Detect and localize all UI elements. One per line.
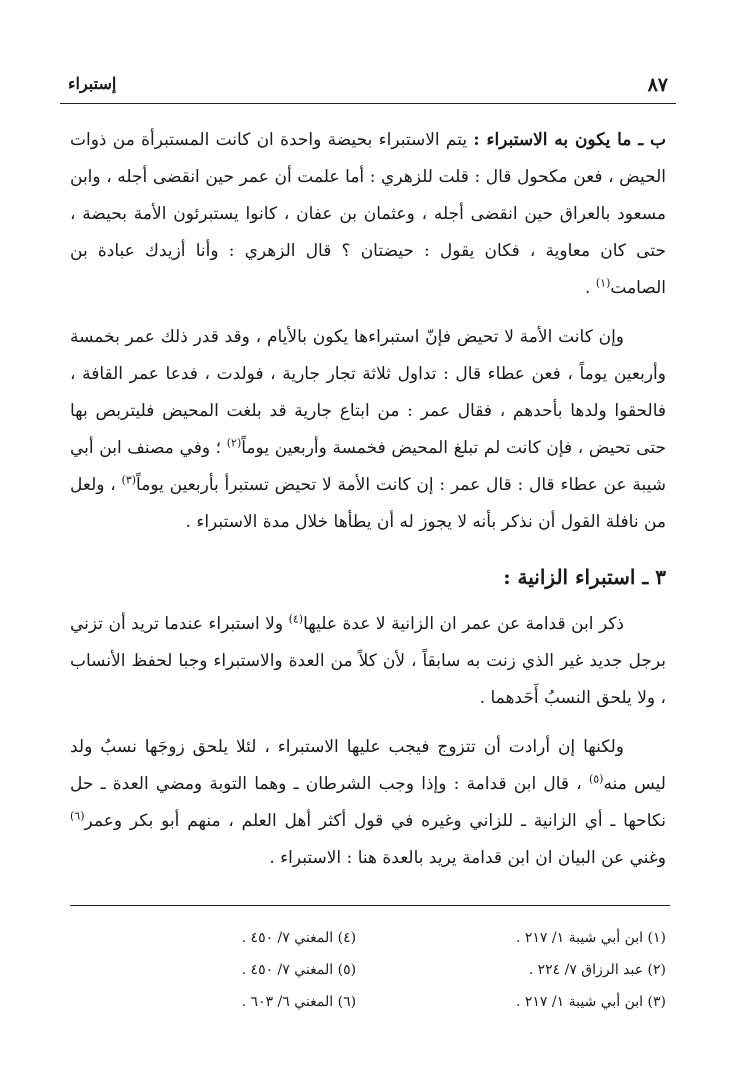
main-text xyxy=(70,122,666,889)
paragraph-days xyxy=(70,319,666,541)
footnote-ref-1: (١) xyxy=(595,276,611,290)
footnote-ref-5: (٥) xyxy=(588,772,604,786)
footnote-item: (٣) ابن أبي شيبة ١/ ٢١٧ . xyxy=(515,994,666,1010)
subsection-lead: ب ـ ما يكون به الاستبراء : xyxy=(473,130,667,150)
paragraph-end: . xyxy=(585,278,596,298)
page-header xyxy=(60,74,676,100)
paragraph-marriage xyxy=(70,729,666,877)
paragraph-zania xyxy=(70,606,666,717)
footnote-ref-6: (٦) xyxy=(70,809,85,823)
footnote-ref-2: (٢) xyxy=(226,436,242,450)
section-heading: ٣ ـ استبراء الزانية : xyxy=(503,565,666,589)
footnote-ref-3: (٣) xyxy=(121,473,137,487)
paragraph-text: وغني عن البيان ان ابن قدامة يريد بالعدة هنا : الاستبراء . xyxy=(269,848,666,868)
footnote-ref-4: (٤) xyxy=(288,612,304,626)
footnote-divider xyxy=(70,905,670,906)
paragraph-text: ولا استبراء عندما تريد أن تزني برجل جديد غير الذي زنت به سابقاً ، لأن كلاً من العدة والاستبراء وجبا لحفظ الأنساب ، ولا يلحق النسبُ أَحَدهما . xyxy=(70,614,666,708)
paragraph-text: ، قال ابن قدامة : وإذا وجب الشرطان ـ وهما التوبة ومضي العدة ـ حل نكاحها ـ أي الزانية ـ للزاني وغيره في قول أكثر أهل العلم ، منهم أبو بكر وعمر xyxy=(70,774,666,831)
footnote-item: (٢) عبد الرزاق ٧/ ٢٢٤ . xyxy=(528,962,666,978)
paragraph-text: ولكنها إن أرادت أن تتزوج فيجب عليها الاستبراء ، لئلا يلحق زوجَها نسبُ ولد ليس منه xyxy=(70,737,666,794)
paragraph-text: ذكر ابن قدامة عن عمر ان الزانية لا عدة عليها xyxy=(303,614,625,634)
page-number: ٨٧ xyxy=(647,74,668,96)
paragraph-text: يتم الاستبراء بحيضة واحدة ان كانت المستبرأة من ذوات الحيض ، فعن مكحول قال : قلت للزهري : أما علمت أن عمر حين انقضى أجله ، وابن مسعود بالعراق حين انقضى أجله ، وعثمان بن عفان ، كانوا يستبرئون الأمة بحيضة ، حتى كان معاوية ، فكان يقول : حيضتان ؟ قال الزهري : وأنا أزيدك عبادة بن الصامت xyxy=(70,130,666,298)
footnote-item: (٤) المغني ٧/ ٤٥٠ . xyxy=(241,930,357,946)
footnotes xyxy=(70,922,666,1018)
footnote-item: (١) ابن أبي شيبة ١/ ٢١٧ . xyxy=(515,930,666,946)
header-divider xyxy=(60,103,676,104)
footnotes-right-column xyxy=(380,922,666,1018)
paragraph-method xyxy=(70,122,666,307)
paragraph-text: ، ولعل من نافلة القول أن نذكر بأنه لا يجوز له أن يطأها خلال مدة الاستبراء . xyxy=(70,475,666,532)
footnote-item: (٥) المغني ٧/ ٤٥٠ . xyxy=(241,962,357,978)
footnote-item: (٦) المغني ٦/ ٦٠٣ . xyxy=(241,994,357,1010)
paragraph-text: وإن كانت الأمة لا تحيض فإنّ استبراءها يكون بالأيام ، وقد قدر ذلك عمر بخمسة وأربعين يوماً ، فعن عطاء قال : تداول ثلاثة تجار جارية ، فولدت ، فدعا عمر القافة ، فالحقوا ولدها بأحدهم ، فقال عمر : من ابتاع جارية قد بلغت المحيض فليتربص بها حتى تحيض ، فإن كانت لم تبلغ المحيض فخمسة وأربعين يوماً xyxy=(70,327,666,458)
footnotes-left-column xyxy=(70,922,356,1018)
paragraph-text: ؛ وفي مصنف ابن أبي شيبة عن عطاء قال : قال عمر : إن كانت الأمة لا تحيض تستبرأ بأربعين يوماً xyxy=(70,438,666,495)
running-title: إستبراء xyxy=(68,74,117,93)
